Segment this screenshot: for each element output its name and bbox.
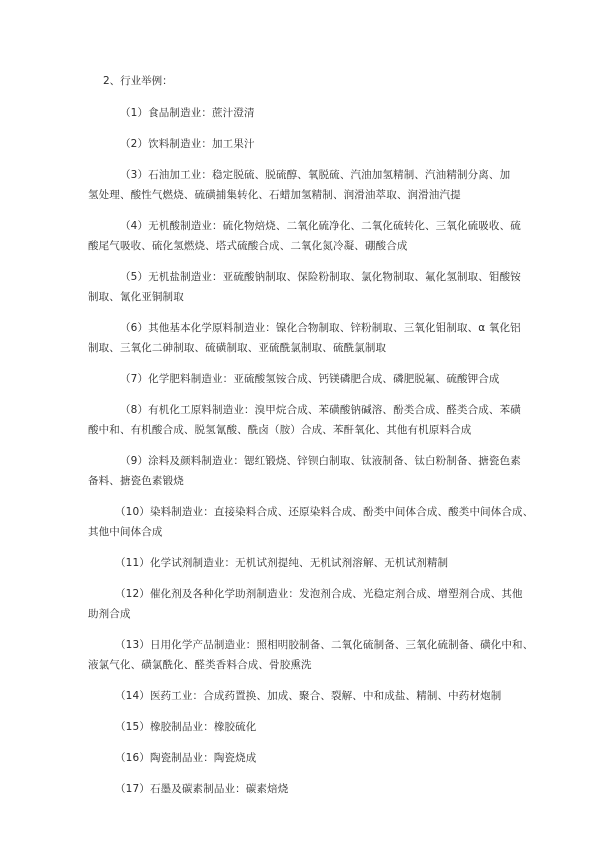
list-item-text: （5）无机盐制造业：亚硫酸钠制取、保险粉制取、氯化物制取、氟化氢制取、钼酸铵 xyxy=(120,271,521,283)
list-item xyxy=(88,779,518,799)
list-item-continuation: 液氯气化、磺氯酰化、醛类香料合成、骨胶熏洗 xyxy=(88,659,312,671)
list-item xyxy=(88,686,518,706)
list-item-text: （1）食品制造业：蔗汁澄清 xyxy=(120,107,255,119)
list-item xyxy=(88,134,518,154)
list-item xyxy=(88,216,521,256)
list-item-text: （3）石油加工业：稳定脱硫、脱硫醇、氧脱硫、汽油加氢精制、汽油精制分离、加 xyxy=(120,169,511,181)
list-item-text: （14）医药工业：合成药置换、加成、聚合、裂解、中和成盐、精制、中药材炮制 xyxy=(115,690,502,702)
list-item-continuation: 备料、搪瓷色素锻烧 xyxy=(88,475,184,487)
list-item xyxy=(88,267,521,307)
list-item-text: （10）染料制造业：直接染料合成、还原染料合成、酚类中间体合成、酸类中间体合成、 xyxy=(115,506,534,518)
list-item-text: （12）催化剂及各种化学助剂制造业：发泡剂合成、光稳定剂合成、增塑剂合成、其他 xyxy=(115,588,523,600)
list-item-text: （13）日用化学产品制造业：照相明胶制备、二氧化硫制备、三氧化硫制备、磺化中和、 xyxy=(115,639,534,651)
list-item-continuation: 助剂合成 xyxy=(88,608,131,620)
industry-list xyxy=(88,103,534,810)
list-item xyxy=(88,502,534,542)
list-item xyxy=(88,165,518,205)
section-heading: 2、行业举例： xyxy=(103,75,173,87)
list-item-text: （9）涂料及颜料制造业：锶红锻烧、锌钡白制取、钛液制备、钛白粉制备、搪瓷色素 xyxy=(120,455,521,467)
list-item-text: （8）有机化工原料制造业：溴甲烷合成、苯磺酸钠碱溶、酚类合成、醛类合成、苯磺 xyxy=(120,404,521,416)
list-item-text: （16）陶瓷制品业：陶瓷烧成 xyxy=(115,752,257,764)
list-item xyxy=(88,748,518,768)
list-item xyxy=(88,103,518,123)
list-item-continuation: 氢处理、酸性气燃烧、硫磺捕集转化、石蜡加氢精制、润滑油萃取、润滑油汽提 xyxy=(88,189,461,201)
list-item-continuation: 制取、氰化亚铜制取 xyxy=(88,291,184,303)
list-item-continuation: 其他中间体合成 xyxy=(88,526,163,538)
list-item-text: （6）其他基本化学原料制造业：镍化合物制取、锌粉制取、三氧化钼制取、α 氧化铝 xyxy=(120,322,521,334)
list-item-text: （2）饮料制造业：加工果汁 xyxy=(120,138,255,150)
list-item xyxy=(88,717,518,737)
list-item xyxy=(88,318,521,358)
list-item-text: （15）橡胶制品业：橡胶硫化 xyxy=(115,721,257,733)
list-item-text: （7）化学肥料制造业：亚硫酸氢铵合成、钙镁磷肥合成、磷肥脱氟、硫酸钾合成 xyxy=(120,373,500,385)
list-item xyxy=(88,451,521,491)
list-item-continuation: 制取、三氧化二砷制取、硫磺制取、亚硫酰氯制取、硫酰氯制取 xyxy=(88,342,387,354)
list-item-text: （17）石墨及碳素制品业：碳素焙烧 xyxy=(115,783,289,795)
list-item-continuation: 酸中和、有机酸合成、脱氢氰酸、酰卤（胺）合成、苯酐氧化、其他有机原料合成 xyxy=(88,424,472,436)
list-item xyxy=(88,400,521,440)
list-item-text: （11）化学试剂制造业：无机试剂提纯、无机试剂溶解、无机试剂精制 xyxy=(115,557,449,569)
list-item-continuation: 酸尾气吸收、硫化氢燃烧、塔式硫酸合成、二氧化氮冷凝、硼酸合成 xyxy=(88,240,408,252)
list-item xyxy=(88,369,518,389)
list-item-text: （4）无机酸制造业：硫化物焙烧、二氧化硫净化、二氧化硫转化、三氧化硫吸收、硫 xyxy=(120,220,521,232)
list-item xyxy=(88,584,523,624)
list-item xyxy=(88,553,518,573)
list-item xyxy=(88,635,534,675)
